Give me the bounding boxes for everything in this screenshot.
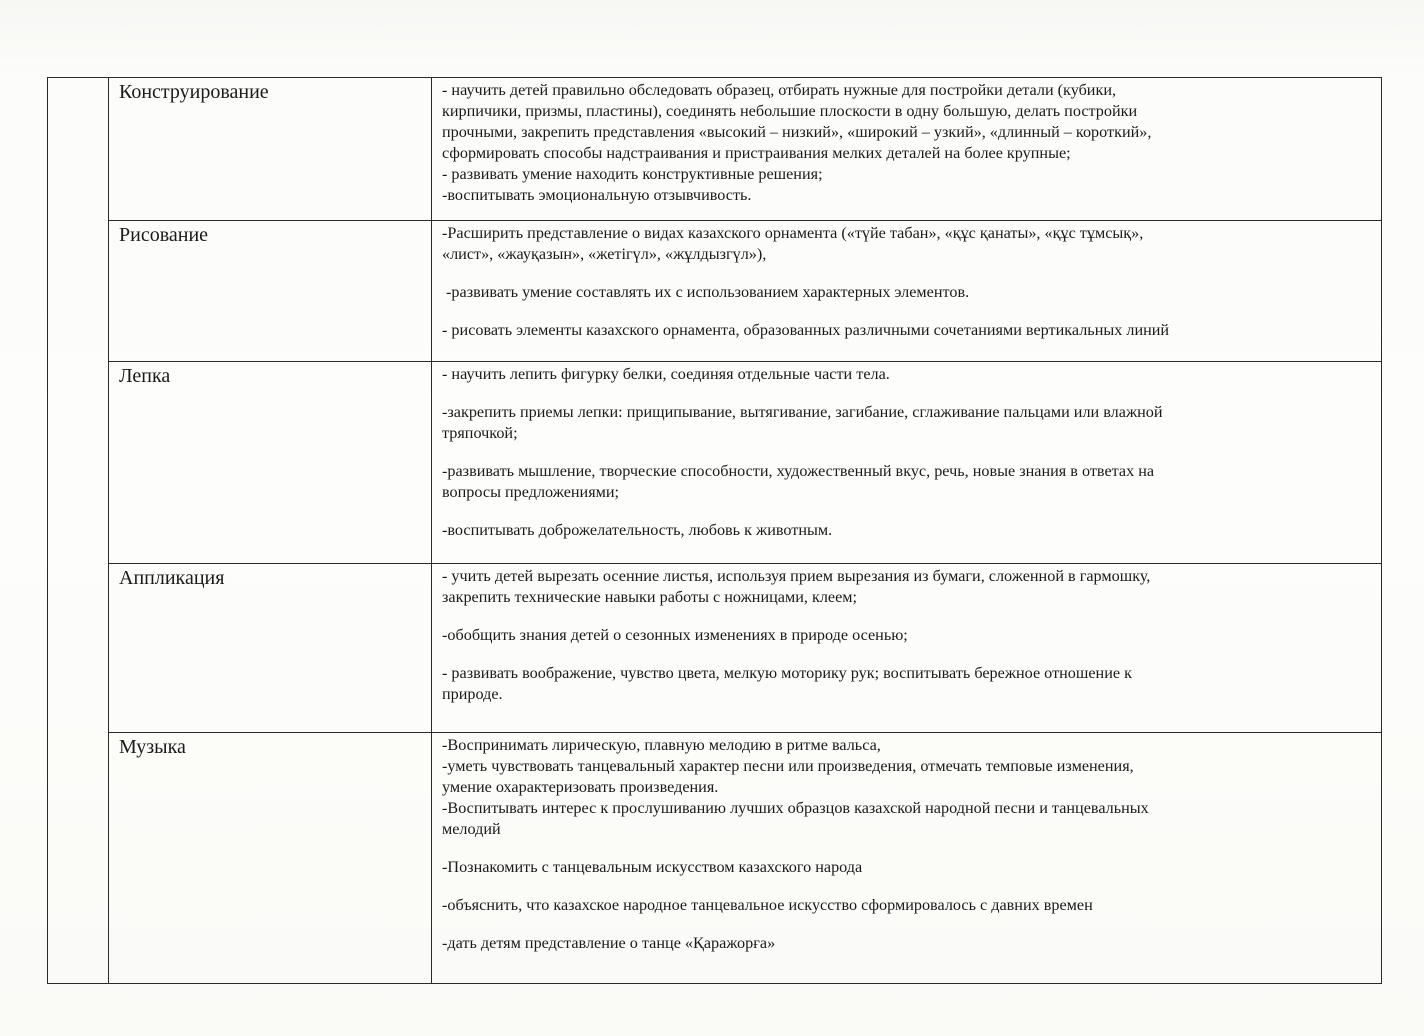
objective-line: сформировать способы надстраивания и пристраивания мелких деталей на более крупные;	[442, 144, 1071, 162]
subject-name: Музыка	[119, 736, 186, 758]
objective-line: -обобщить знания детей о сезонных изменениях в природе осенью;	[442, 626, 908, 644]
objectives-text	[432, 362, 1381, 541]
content-cell	[432, 362, 1382, 564]
objective-line: -дать детям представление о танце «Қаражорға»	[442, 934, 776, 952]
objective-line: - учить детей вырезать осенние листья, используя прием вырезания из бумаги, сложенной в гармошку,	[442, 567, 1151, 585]
objective-line: природе.	[442, 685, 503, 703]
objective-line: -Воспитывать интерес к прослушиванию лучших образцов казахской народной песни и танцевальных	[442, 799, 1149, 817]
objective-line: -воспитывать эмоциональную отзывчивость.	[442, 186, 752, 204]
objective-line: - научить детей правильно обследовать образец, отбирать нужные для постройки детали (кубики,	[442, 81, 1117, 99]
objectives-text	[432, 564, 1381, 705]
objective-line: -развивать умение составлять их с использованием характерных элементов.	[442, 283, 970, 301]
empty-left-column	[48, 78, 109, 984]
objectives-text	[432, 78, 1381, 206]
subject-name: Лепка	[119, 365, 171, 387]
subject-name: Рисование	[119, 224, 209, 246]
objective-line: -Расширить представление о видах казахского орнамента («түйе табан», «құс қанаты», «құс тұмсық»,	[442, 224, 1144, 242]
subject-cell	[109, 78, 432, 221]
objective-line: -закрепить приемы лепки: прищипывание, вытягивание, загибание, сглаживание пальцами или влажной	[442, 403, 1163, 421]
subject-name: Конструирование	[119, 81, 269, 103]
table-row	[48, 78, 1382, 221]
subject-name: Аппликация	[119, 567, 225, 589]
table-row	[48, 564, 1382, 733]
objective-line: вопросы предложениями;	[442, 483, 620, 501]
objectives-text	[432, 221, 1381, 341]
curriculum-table	[47, 77, 1382, 984]
objectives-text	[432, 733, 1381, 954]
objective-line: -объяснить, что казахское народное танцевальное искусство сформировалось с давних времен	[442, 896, 1093, 914]
objective-line: тряпочкой;	[442, 424, 518, 442]
objective-line: - развивать умение находить конструктивные решения;	[442, 165, 823, 183]
objective-line: закрепить технические навыки работы с ножницами, клеем;	[442, 588, 858, 606]
objective-line: «лист», «жауқазын», «жетігүл», «жұлдызгүл»),	[442, 245, 767, 263]
objective-line: прочными, закрепить представления «высокий – низкий», «широкий – узкий», «длинный – короткий»,	[442, 123, 1152, 141]
content-cell	[432, 733, 1382, 984]
objective-line: - рисовать элементы казахского орнамента, образованных различными сочетаниями вертикальных линий	[442, 321, 1170, 339]
objective-line: -развивать мышление, творческие способности, художественный вкус, речь, новые знания в ответах на	[442, 462, 1155, 480]
subject-cell	[109, 564, 432, 733]
table-row	[48, 221, 1382, 362]
subject-cell	[109, 362, 432, 564]
content-cell	[432, 78, 1382, 221]
objective-line: -уметь чувствовать танцевальный характер песни или произведения, отмечать темповые изменения,	[442, 757, 1134, 775]
objective-line: -Познакомить с танцевальным искусством казахского народа	[442, 858, 863, 876]
table-row	[48, 733, 1382, 984]
content-cell	[432, 564, 1382, 733]
objective-line: - научить лепить фигурку белки, соединяя отдельные части тела.	[442, 365, 890, 383]
subject-cell	[109, 733, 432, 984]
objective-line: мелодий	[442, 820, 501, 838]
objective-line: - развивать воображение, чувство цвета, мелкую моторику рук; воспитывать бережное отношение к	[442, 664, 1132, 682]
objective-line: -воспитывать доброжелательность, любовь к животным.	[442, 521, 833, 539]
content-cell	[432, 221, 1382, 362]
subject-cell	[109, 221, 432, 362]
objective-line: кирпичики, призмы, пластины), соединять небольшие плоскости в одну большую, делать постройки	[442, 102, 1138, 120]
objective-line: -Воспринимать лирическую, плавную мелодию в ритме вальса,	[442, 736, 881, 754]
table-row	[48, 362, 1382, 564]
objective-line: умение охарактеризовать произведения.	[442, 778, 719, 796]
